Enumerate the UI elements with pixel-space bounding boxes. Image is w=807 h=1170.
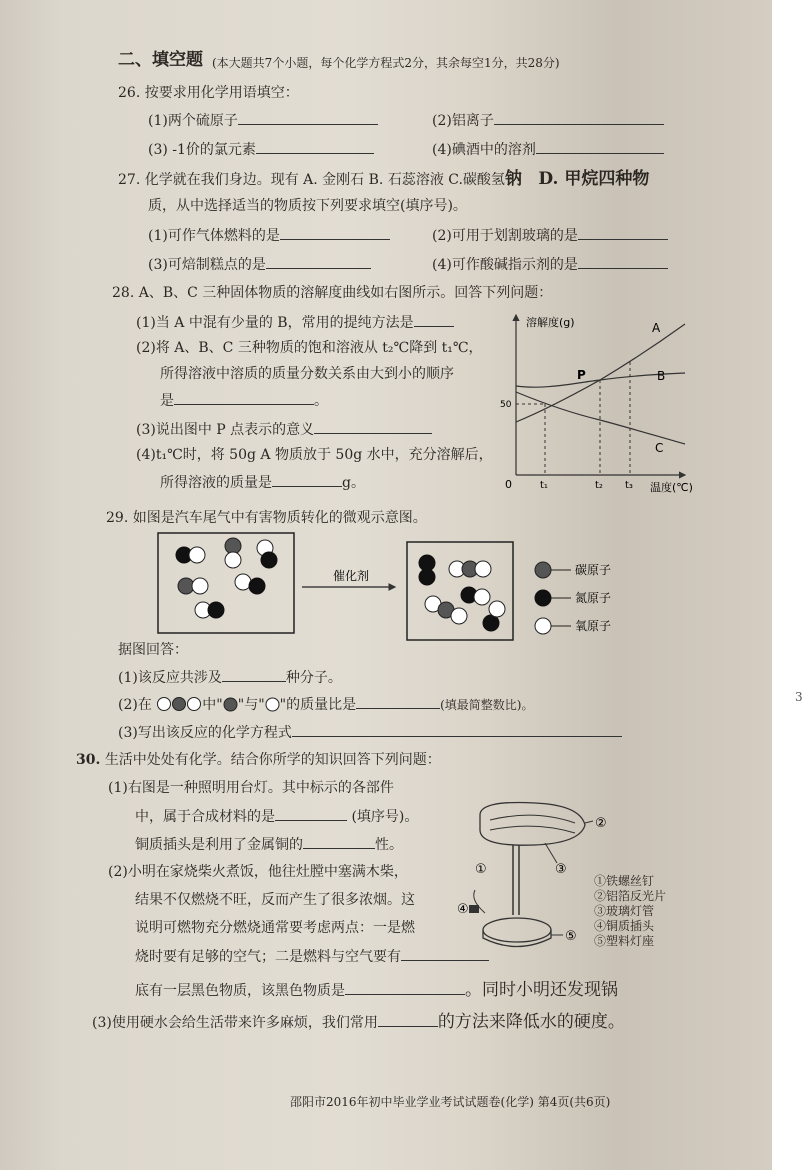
q30-part-3-suffix: 的方法来降低水的硬度。 bbox=[437, 1012, 625, 1032]
q29-part-2-note: (填最简整数比)。 bbox=[440, 698, 534, 712]
q30-part-3-label: (3)使用硬水会给生活带来许多麻烦，我们常用 bbox=[92, 1015, 378, 1031]
q28-number: 28. bbox=[112, 285, 135, 301]
q29-part-3 bbox=[118, 722, 622, 743]
callout-5: ⑤ bbox=[565, 929, 577, 944]
y-axis-label: 溶解度(g) bbox=[526, 316, 575, 329]
q30-part-2a: (2)小明在家烧柴火煮饭，他往灶膛中塞满木柴， bbox=[108, 864, 408, 880]
answer-blank[interactable] bbox=[303, 834, 375, 849]
q30-part-2b: 结果不仅燃烧不旺，反而产生了很多浓烟。这 bbox=[135, 892, 415, 908]
nitrogen-atom bbox=[208, 602, 224, 618]
q30-stem bbox=[76, 750, 441, 770]
answer-blank[interactable] bbox=[275, 806, 347, 821]
q30-part-2e bbox=[135, 980, 618, 1001]
desk-lamp-diagram bbox=[455, 795, 615, 965]
q28-part-1 bbox=[136, 312, 454, 333]
q27-item-4 bbox=[432, 254, 668, 275]
q28-part-2c: 是 。 bbox=[160, 390, 328, 411]
solubility-chart bbox=[500, 310, 710, 495]
q27-stem2: 质，从中选择适当的物质按下列要求填空(填序号)。 bbox=[148, 198, 467, 214]
q28-stem bbox=[112, 283, 552, 303]
q30-part-1b bbox=[135, 806, 418, 827]
lamp-tube bbox=[490, 826, 575, 833]
answer-blank[interactable] bbox=[494, 110, 664, 125]
x-axis-label: 温度(℃) bbox=[650, 481, 693, 494]
q30-text: 生活中处处有化学。结合你所学的知识回答下列问题： bbox=[104, 752, 441, 768]
q27-text-b: 钠 bbox=[504, 169, 522, 189]
q27-item-4-label: (4)可作酸碱指示剂的是 bbox=[432, 257, 578, 273]
q29-part-2 bbox=[118, 694, 533, 715]
q27-item-3-label: (3)可焙制糕点的是 bbox=[148, 257, 266, 273]
answer-blank[interactable] bbox=[378, 1012, 438, 1027]
q30-part-1d bbox=[135, 834, 403, 855]
q28-part-2c-label: 是 bbox=[160, 393, 174, 409]
legend-carbon-label: 碳原子 bbox=[575, 563, 612, 577]
lamp-part-4: ④铜质插头 bbox=[594, 919, 655, 933]
q28-part-3-label: (3)说出图中 P 点表示的意义 bbox=[136, 422, 315, 438]
q29-answer-title: 据图回答： bbox=[118, 642, 188, 658]
q29-part-1 bbox=[118, 667, 342, 688]
answer-blank[interactable] bbox=[345, 980, 465, 995]
catalyst-label: 催化剂 bbox=[333, 569, 370, 583]
oxygen-atom bbox=[189, 547, 205, 563]
q26-item-4 bbox=[432, 139, 664, 160]
answer-blank[interactable] bbox=[414, 312, 454, 327]
answer-blank[interactable] bbox=[578, 225, 668, 240]
q29-part-2-label: (2)在 bbox=[118, 697, 152, 713]
q27-stem bbox=[118, 169, 649, 190]
q27-item-3 bbox=[148, 254, 371, 275]
q26-stem bbox=[118, 83, 299, 103]
q30-part-2e-label: 底有一层黑色物质，该黑色物质是 bbox=[135, 983, 345, 999]
q27-item-1-label: (1)可作气体燃料的是 bbox=[148, 228, 280, 244]
q29-part-2-text-b: "与" bbox=[237, 697, 265, 713]
q29-part-1-label: (1)该反应共涉及 bbox=[118, 670, 222, 686]
q26-item-1-label: (1)两个硫原子 bbox=[148, 113, 238, 129]
q28-part-4a: (4)t₁℃时，将 50g A 物质放于 50g 水中，充分溶解后， bbox=[136, 447, 493, 463]
q28-part-1-label: (1)当 A 中混有少量的 B，常用的提纯方法是 bbox=[136, 315, 414, 331]
q30-part-2d-label: 烧时要有足够的空气；二是燃料与空气要有 bbox=[135, 949, 401, 965]
page-footer: 邵阳市2016年初中毕业学业考试试题卷(化学) 第4页(共6页) bbox=[290, 1095, 611, 1109]
q28-part-3 bbox=[136, 419, 432, 440]
q30-part-1b-label: 中，属于合成材料的是 bbox=[135, 809, 275, 825]
legend-nitrogen-atom bbox=[535, 590, 551, 606]
copper-plug bbox=[469, 905, 479, 913]
callout-2: ② bbox=[595, 816, 607, 831]
q29-part-2-text-a: 中" bbox=[202, 697, 223, 713]
q30-part-3 bbox=[92, 1012, 625, 1033]
y-50-label: 50 bbox=[500, 400, 512, 410]
answer-blank[interactable] bbox=[222, 667, 286, 682]
tick-t1: t₁ bbox=[540, 480, 548, 491]
legend-nitrogen-label: 氮原子 bbox=[575, 591, 612, 605]
q30-part-1e: 性。 bbox=[375, 837, 403, 853]
q27-text-a: 化学就在我们身边。现有 A. 金刚石 B. 石蕊溶液 C.碳酸氢 bbox=[144, 172, 505, 188]
legend-carbon-atom bbox=[535, 562, 551, 578]
q29-part-2-text-c: "的质量比是 bbox=[279, 697, 357, 713]
q28-part-2b: 所得溶液中溶质的质量分数关系由大到小的顺序 bbox=[160, 366, 454, 382]
q26-item-2 bbox=[432, 110, 664, 131]
reactants-box bbox=[158, 533, 294, 633]
q26-item-1 bbox=[148, 110, 378, 131]
q26-item-3-label: (3) -1价的氯元素 bbox=[148, 142, 256, 158]
atom-legend bbox=[535, 562, 611, 634]
nitrogen-atom bbox=[261, 552, 277, 568]
answer-blank[interactable] bbox=[280, 225, 390, 240]
series-c-label: C bbox=[655, 441, 664, 455]
callout-leader bbox=[585, 821, 593, 823]
q26-item-4-label: (4)碘酒中的溶剂 bbox=[432, 142, 536, 158]
callout-1: ① bbox=[475, 862, 487, 877]
answer-blank[interactable] bbox=[174, 390, 314, 405]
oxygen-atom bbox=[235, 574, 251, 590]
answer-blank[interactable] bbox=[578, 254, 668, 269]
q29-part-3-label: (3)写出该反应的化学方程式 bbox=[118, 725, 292, 741]
q28-text: A、B、C 三种固体物质的溶解度曲线如右图所示。回答下列问题： bbox=[138, 285, 553, 301]
q27-item-2-label: (2)可用于划割玻璃的是 bbox=[432, 228, 578, 244]
nitrogen-atom bbox=[249, 578, 265, 594]
products-box bbox=[407, 542, 513, 640]
legend-oxygen-label: 氧原子 bbox=[575, 619, 612, 633]
legend-oxygen-atom bbox=[535, 618, 551, 634]
lamp-part-2: ②铝箔反光片 bbox=[594, 889, 667, 903]
co2-molecule-icon bbox=[156, 696, 202, 712]
tick-t2: t₂ bbox=[595, 480, 603, 491]
lamp-part-1: ①铁螺丝钉 bbox=[594, 874, 655, 888]
series-b-label: B bbox=[657, 369, 666, 383]
q27-text-c: D. 甲烷四种物 bbox=[538, 169, 650, 189]
q27-item-2 bbox=[432, 225, 668, 246]
lamp-part-3: ③玻璃灯管 bbox=[594, 904, 655, 918]
q30-number: 30. bbox=[76, 752, 101, 768]
lamp-part-5: ⑤塑料灯座 bbox=[594, 934, 655, 948]
lamp-shade bbox=[480, 803, 585, 846]
q29-stem bbox=[106, 508, 427, 528]
q30-part-2f: 。同时小明还发现锅 bbox=[465, 980, 618, 1000]
q30-part-1a: (1)右图是一种照明用台灯。其中标示的各部件 bbox=[108, 780, 394, 796]
section-note: (本大题共7个小题，每个化学方程式2分，其余每空1分，共28分) bbox=[212, 56, 560, 70]
carbon-atom-icon bbox=[223, 697, 238, 712]
q30-part-2c: 说明可燃物充分燃烧通常要考虑两点：一是燃 bbox=[135, 920, 415, 936]
lamp-base bbox=[483, 918, 551, 942]
oxygen-atom bbox=[192, 578, 208, 594]
nitrogen-atom bbox=[419, 569, 435, 585]
q28-part-4b-label: 所得溶液的质量是 bbox=[160, 475, 272, 491]
tick-t3: t₃ bbox=[625, 480, 633, 491]
answer-blank[interactable] bbox=[238, 110, 378, 125]
oxygen-atom bbox=[474, 589, 490, 605]
q26-item-3 bbox=[148, 139, 374, 160]
callout-leader bbox=[545, 843, 557, 863]
q30-part-1c: (填序号)。 bbox=[351, 809, 419, 825]
section-title: 二、填空题 bbox=[118, 50, 203, 70]
q26-item-2-label: (2)铝离子 bbox=[432, 113, 494, 129]
lamp-parts-legend bbox=[594, 874, 666, 949]
q26-text: 按要求用化学用语填空： bbox=[144, 85, 299, 101]
q30-part-2d bbox=[135, 946, 489, 967]
q27-number: 27. bbox=[118, 172, 141, 188]
origin-label: 0 bbox=[505, 478, 512, 491]
lamp-tube bbox=[490, 815, 575, 823]
q26-number: 26. bbox=[118, 85, 141, 101]
oxygen-atom bbox=[475, 561, 491, 577]
callout-3: ③ bbox=[555, 862, 567, 877]
oxygen-atom bbox=[451, 608, 467, 624]
q30-part-1d-label: 铜质插头是利用了金属铜的 bbox=[135, 837, 303, 853]
answer-blank[interactable] bbox=[256, 139, 374, 154]
q29-part-1-suffix: 种分子。 bbox=[285, 670, 342, 686]
q29-text: 如图是汽车尾气中有害物质转化的微观示意图。 bbox=[132, 510, 427, 526]
q29-number: 29. bbox=[106, 510, 129, 526]
margin-mark: 3 bbox=[795, 690, 803, 704]
oxygen-atom bbox=[489, 601, 505, 617]
q28-part-4b bbox=[160, 472, 365, 493]
answer-blank[interactable] bbox=[292, 722, 622, 737]
oxygen-atom-icon bbox=[265, 697, 280, 712]
q28-part-2a: (2)将 A、B、C 三种物质的饱和溶液从 t₂℃降到 t₁℃， bbox=[136, 340, 483, 356]
q28-part-4c: g。 bbox=[342, 475, 365, 491]
answer-blank[interactable] bbox=[536, 139, 664, 154]
reaction-diagram bbox=[155, 530, 635, 645]
callout-4: ④ bbox=[457, 902, 469, 917]
answer-blank[interactable] bbox=[272, 472, 342, 487]
answer-blank[interactable] bbox=[314, 419, 432, 434]
answer-blank[interactable] bbox=[356, 694, 440, 709]
series-a-label: A bbox=[652, 321, 661, 335]
point-p-label: P bbox=[577, 368, 586, 382]
oxygen-atom bbox=[225, 552, 241, 568]
answer-blank[interactable] bbox=[266, 254, 371, 269]
q27-item-1 bbox=[148, 225, 390, 246]
